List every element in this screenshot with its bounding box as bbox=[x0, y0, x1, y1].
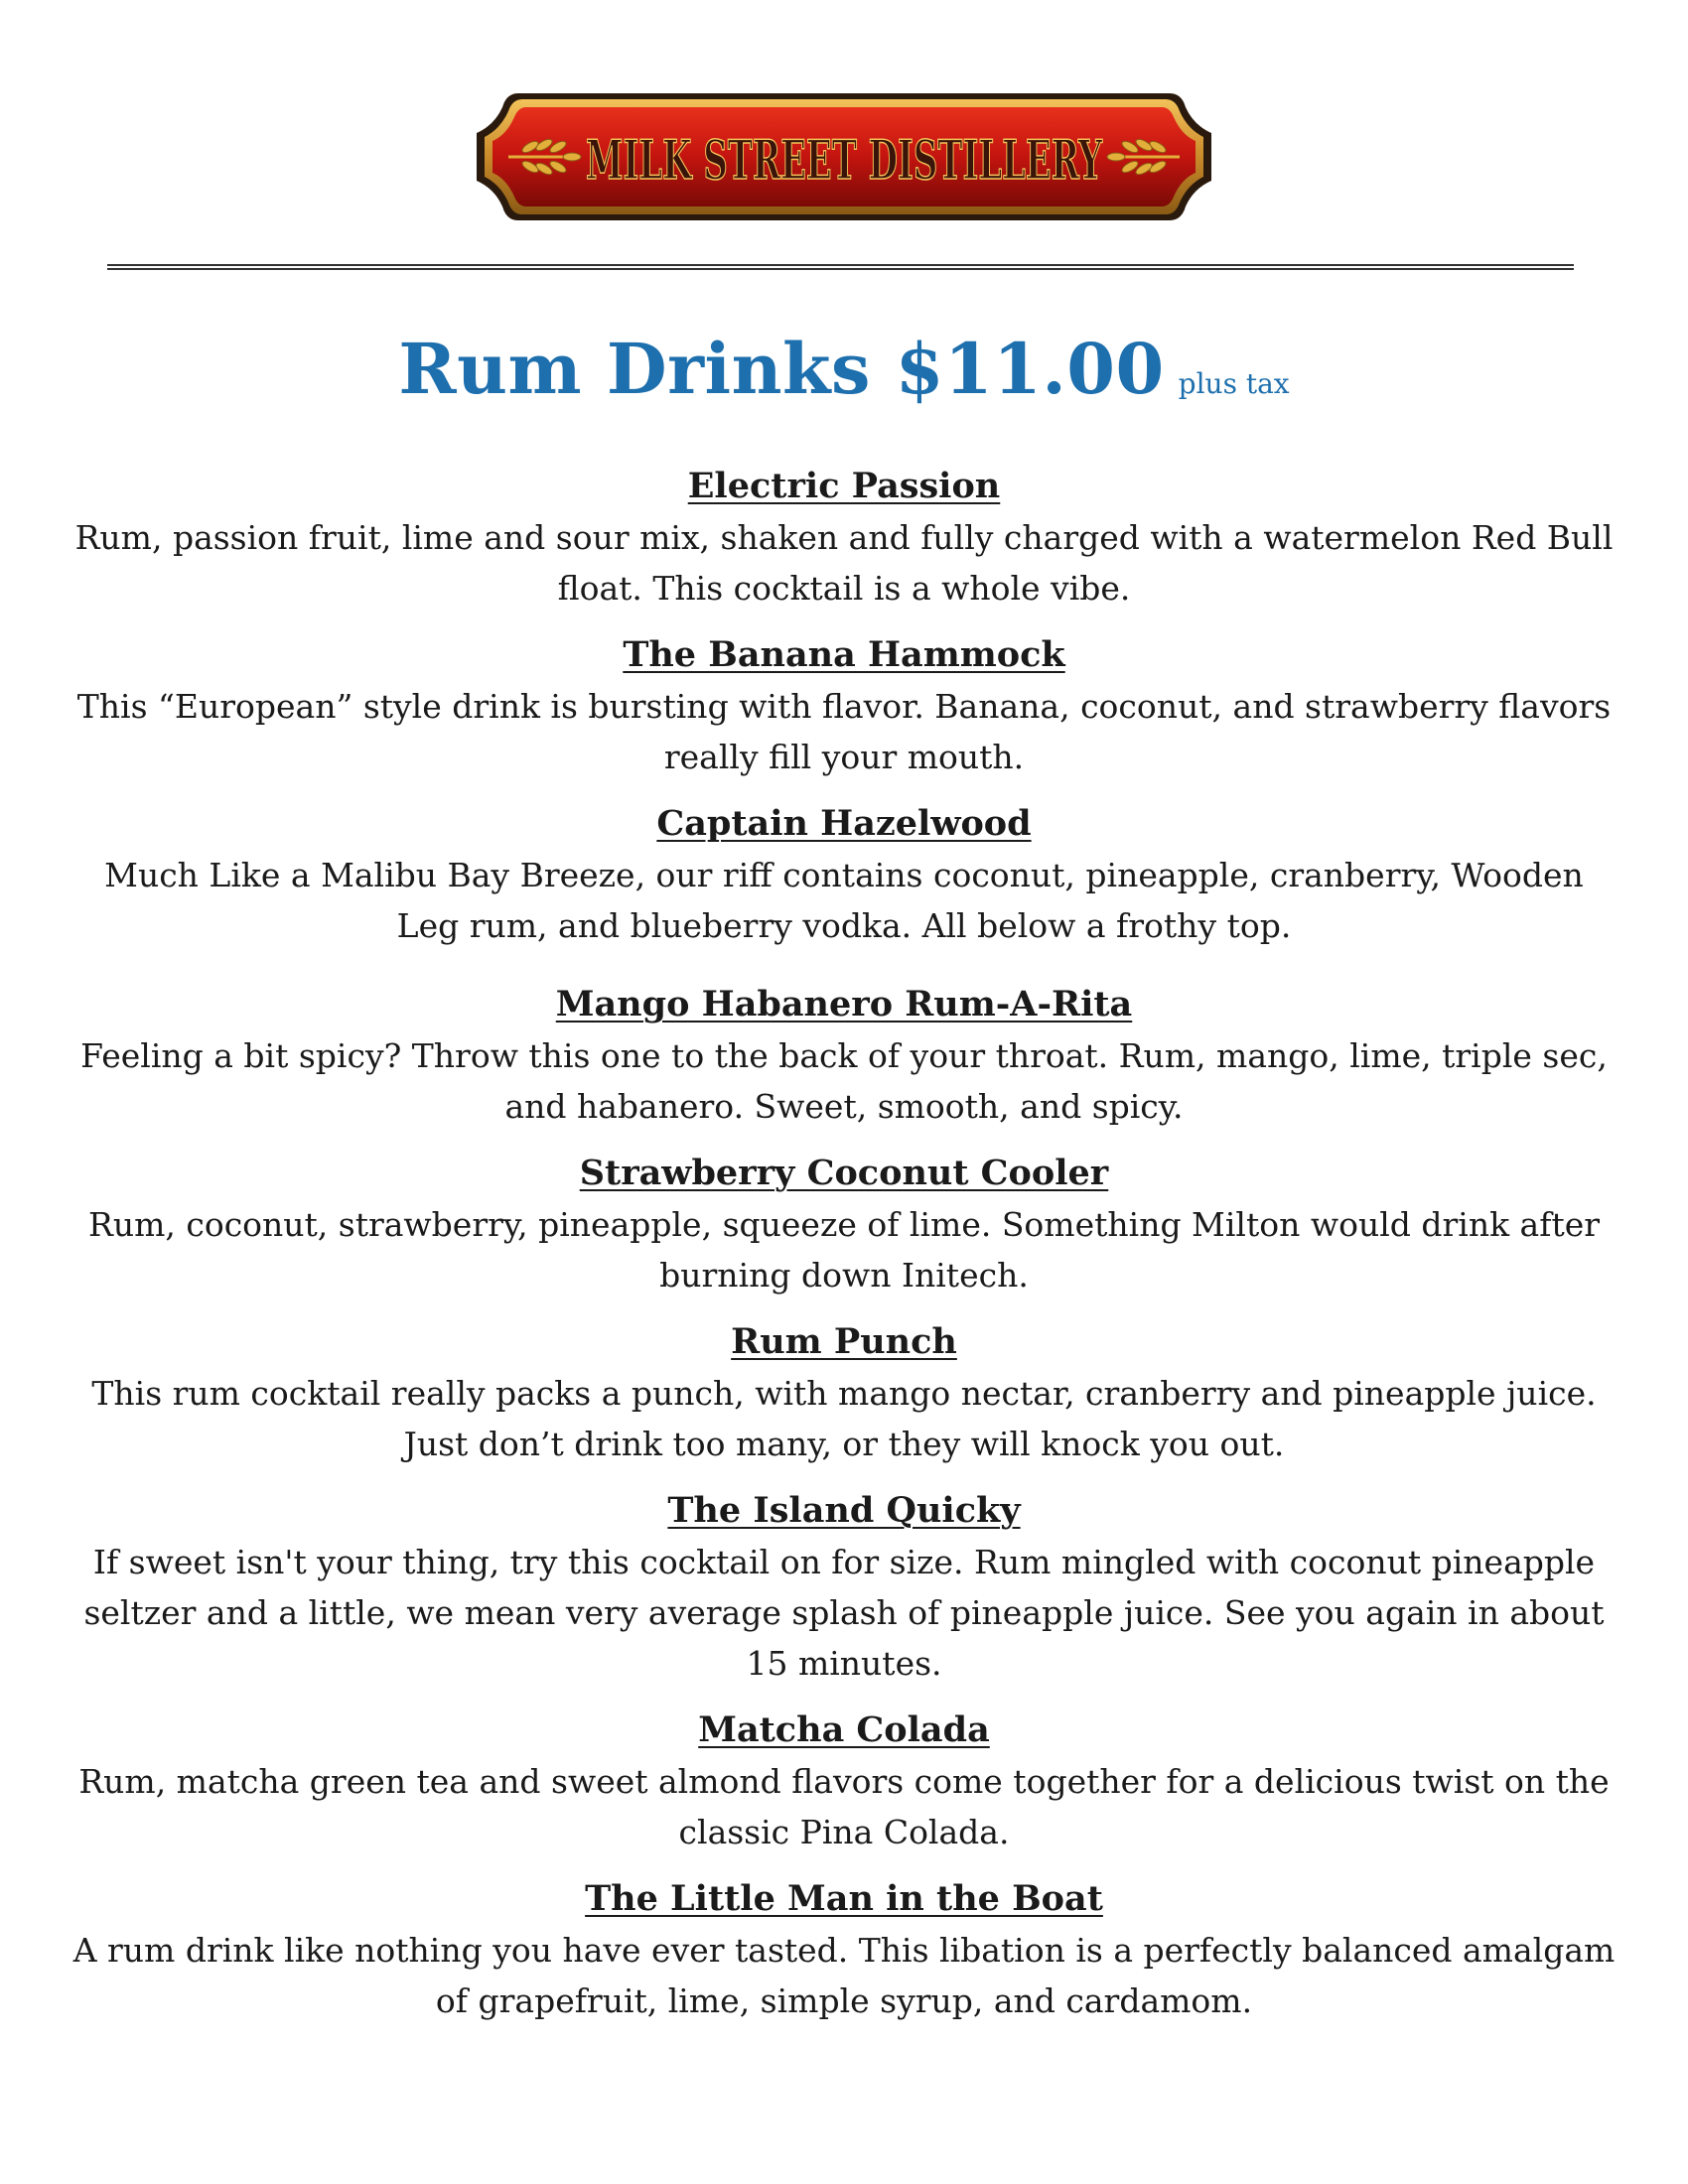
page-title: Rum Drinks $11.00 bbox=[398, 328, 1165, 410]
drink-name: Rum Punch bbox=[731, 1321, 957, 1362]
drink-item bbox=[70, 1148, 1618, 1300]
drink-name: The Banana Hammock bbox=[623, 634, 1065, 675]
drink-item bbox=[70, 979, 1618, 1132]
drink-item bbox=[70, 1485, 1618, 1689]
drink-description: Much Like a Malibu Bay Breeze, our riff contains coconut, pineapple, cranberry, Wooden Leg rum, and blueberry vodka. All below a frothy top. bbox=[104, 856, 1584, 945]
drink-name: Electric Passion bbox=[687, 466, 1001, 506]
drink-description: Feeling a bit spicy? Throw this one to the back of your throat. Rum, mango, lime, triple sec, and habanero. Sweet, smooth, and spicy. bbox=[80, 1036, 1608, 1126]
drink-description: A rum drink like nothing you have ever tasted. This libation is a perfectly balanced amalgam of grapefruit, lime, simple syrup, and cardamom. bbox=[72, 1931, 1616, 2020]
drink-name: The Little Man in the Boat bbox=[585, 1878, 1103, 1919]
drink-item bbox=[70, 1316, 1618, 1469]
drink-description: If sweet isn't your thing, try this cocktail on for size. Rum mingled with coconut pineapple seltzer and a little, we mean very average splash of pineapple juice. See you again in about 15 minutes. bbox=[83, 1543, 1605, 1683]
menu-title bbox=[0, 328, 1688, 410]
drink-item bbox=[70, 1705, 1618, 1857]
drink-description: Rum, matcha green tea and sweet almond flavors come together for a delicious twist on the classic Pina Colada. bbox=[78, 1762, 1610, 1851]
drink-item bbox=[70, 798, 1618, 951]
drink-name: Strawberry Coconut Cooler bbox=[579, 1153, 1109, 1193]
price-note: plus tax bbox=[1178, 367, 1290, 400]
drink-name: Captain Hazelwood bbox=[656, 803, 1032, 844]
drink-name: The Island Quicky bbox=[667, 1490, 1021, 1531]
distillery-logo bbox=[469, 85, 1219, 228]
header-divider bbox=[107, 264, 1574, 270]
drink-item bbox=[70, 1873, 1618, 2026]
drink-item bbox=[70, 629, 1618, 782]
drink-name: Matcha Colada bbox=[698, 1709, 990, 1750]
drink-description: This rum cocktail really packs a punch, with mango nectar, cranberry and pineapple juice. Just don’t drink too many, or they will knock you out. bbox=[91, 1374, 1597, 1463]
drink-description: This “European” style drink is bursting with flavor. Banana, coconut, and strawberry flavors really fill your mouth. bbox=[76, 687, 1612, 776]
drink-name: Mango Habanero Rum-A-Rita bbox=[555, 984, 1133, 1024]
drink-description: Rum, passion fruit, lime and sour mix, shaken and fully charged with a watermelon Red Bull float. This cocktail is a whole vibe. bbox=[74, 518, 1614, 608]
drink-description: Rum, coconut, strawberry, pineapple, squeeze of lime. Something Milton would drink after burning down Initech. bbox=[87, 1205, 1601, 1295]
drink-menu bbox=[70, 461, 1618, 2042]
drink-item bbox=[70, 461, 1618, 614]
logo-text: MILK STREET DISTILLERY bbox=[586, 128, 1103, 192]
